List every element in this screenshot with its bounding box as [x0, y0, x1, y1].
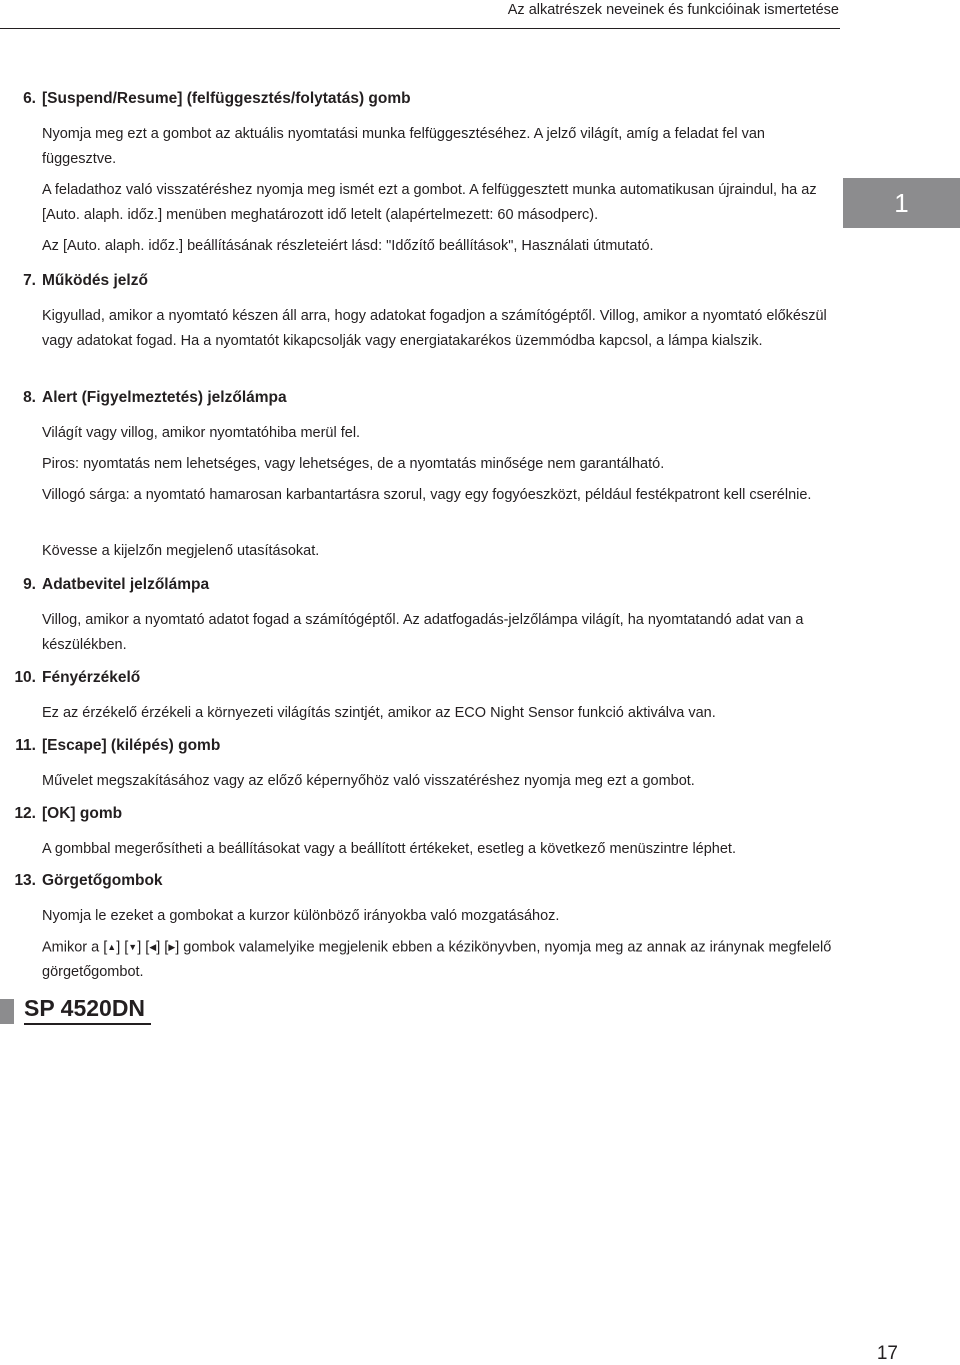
item-number: 13.	[14, 872, 36, 889]
header-divider	[0, 28, 840, 29]
item-paragraph: Világít vagy villog, amikor nyomtatóhiba merül fel.	[42, 425, 361, 441]
item-title: Működés jelző	[42, 272, 148, 289]
arrow-para-tail: ] gombok valamelyike megjelenik ebben a kézikönyvben, nyomja meg az annak az iránynak megfelelő görgetőgombot.	[42, 939, 832, 981]
item-number: 9.	[23, 576, 36, 593]
item-paragraph: Villogó sárga: a nyomtató hamarosan karbantartásra szorul, vagy egy fogyóeszközt, például festékpatront kell cserélnie.	[42, 487, 812, 503]
footer-marker	[0, 999, 14, 1024]
arrow-para-sep: ] [	[137, 939, 150, 956]
item-title: Görgetőgombok	[42, 872, 163, 889]
item-paragraph: Nyomja le ezeket a gombokat a kurzor különböző irányokba való mozgatásához.	[42, 908, 560, 924]
item-title: Alert (Figyelmeztetés) jelzőlámpa	[42, 389, 287, 406]
item-paragraph: A gombbal megerősítheti a beállításokat vagy a beállított értékeket, esetleg a következő menüszintre léphet.	[42, 841, 736, 857]
item-number: 8.	[23, 389, 36, 406]
item-paragraph: Művelet megszakításához vagy az előző képernyőhöz való visszatéréshez nyomja meg ezt a gombot.	[42, 773, 695, 789]
item-paragraph: Kövesse a kijelzőn megjelenő utasításokat.	[42, 543, 320, 559]
item-paragraph: Kigyullad, amikor a nyomtató készen áll arra, hogy adatokat fogadjon a számítógéptől. Villog, amikor a nyomtató előkészül vagy adatokat fogad. Ha a nyomtatót kikapcsolják vagy energiatakarékos üzemmódba kapcsol, a lámpa kialszik.	[42, 308, 827, 349]
up-arrow-icon: ▲	[107, 942, 117, 952]
item-paragraph: A feladathoz való visszatéréshez nyomja meg ismét ezt a gombot. A felfüggesztett munka automatikusan újraindul, ha az [Auto. alaph. időz.] menüben meghatározott idő letelt (alapértelmezett: 60 másodperc).	[42, 182, 817, 223]
item-number: 12.	[14, 805, 36, 822]
item-paragraph: Az [Auto. alaph. időz.] beállításának részleteiért lásd: "Időzítő beállítások", Használati útmutató.	[42, 238, 654, 254]
item-number: 11.	[15, 737, 36, 754]
left-arrow-icon: ◀	[149, 942, 157, 952]
item-paragraph: Ez az érzékelő érzékeli a környezeti világítás szintjét, amikor az ECO Night Sensor funkció aktiválva van.	[42, 705, 716, 721]
item-title: Fényérzékelő	[42, 669, 141, 686]
item-paragraph: Nyomja meg ezt a gombot az aktuális nyomtatási munka felfüggesztéséhez. A jelző világít, amíg a feladat fel van függesztve.	[42, 126, 765, 167]
footer-model-name: SP 4520DN	[24, 993, 151, 1025]
item-title: [OK] gomb	[42, 805, 123, 822]
down-arrow-icon: ▼	[128, 942, 138, 952]
chapter-tab: 1	[843, 178, 960, 228]
arrow-para-sep: ] [	[116, 939, 129, 956]
arrow-para-sep: ] [	[156, 939, 169, 956]
item-number: 7.	[23, 272, 36, 289]
item-title: Adatbevitel jelzőlámpa	[42, 576, 210, 593]
item-paragraph: Villog, amikor a nyomtató adatot fogad a számítógéptől. Az adatfogadás-jelzőlámpa világít, ha nyomtatandó adat van a készülékben.	[42, 612, 804, 653]
item-number: 6.	[23, 90, 36, 107]
page-number: 17	[876, 1343, 898, 1364]
item-title: [Suspend/Resume] (felfüggesztés/folytatás) gomb	[42, 90, 411, 107]
item-title: [Escape] (kilépés) gomb	[42, 737, 221, 754]
right-arrow-icon: ▶	[168, 942, 176, 952]
arrow-para-lead: Amikor a [	[42, 939, 108, 956]
item-number: 10.	[14, 669, 36, 686]
header-title: Az alkatrészek neveinek és funkcióinak ismertetése	[507, 2, 839, 18]
item-paragraph-arrows	[42, 935, 842, 985]
item-paragraph: Piros: nyomtatás nem lehetséges, vagy lehetséges, de a nyomtatás minősége nem garantálható.	[42, 456, 665, 472]
